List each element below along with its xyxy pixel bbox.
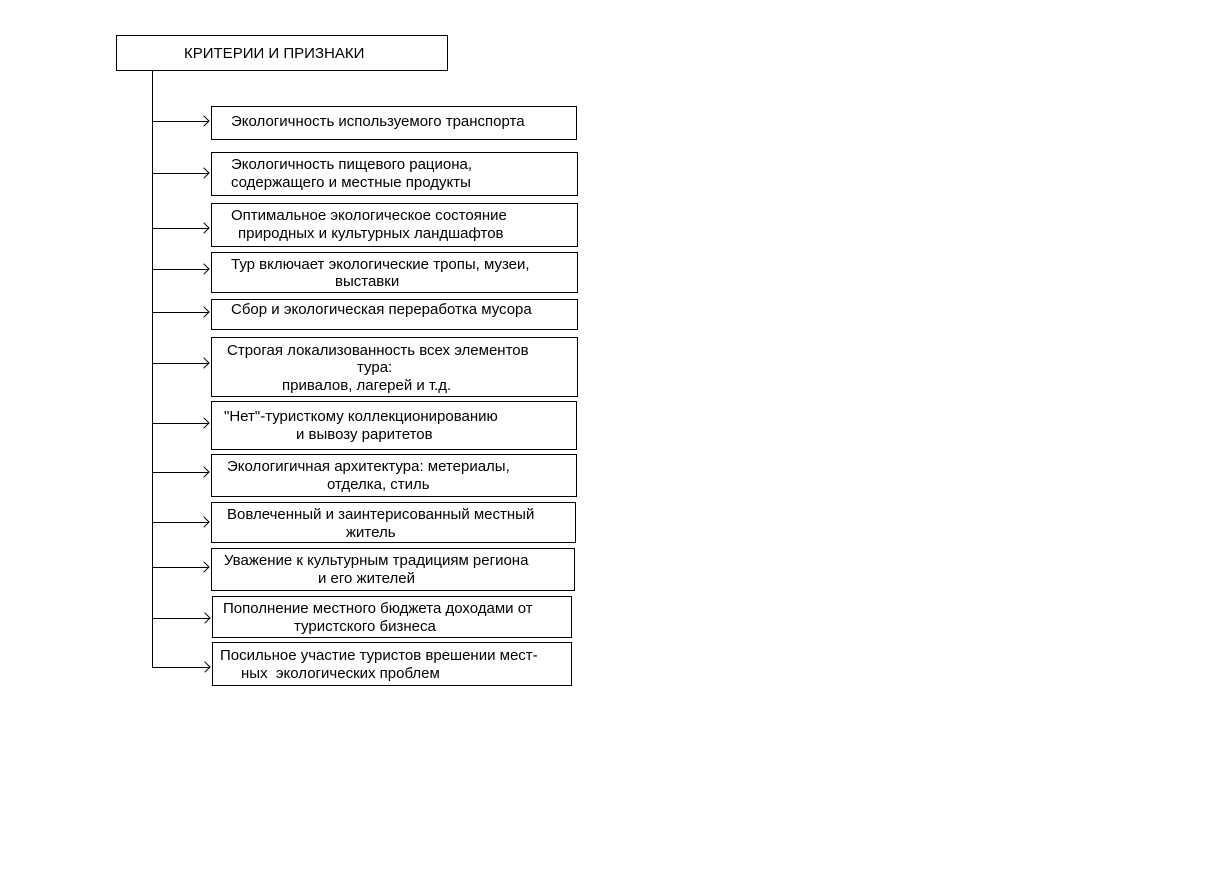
arrowhead-icon — [198, 115, 209, 126]
criterion-box — [211, 502, 576, 543]
arrowhead-icon — [199, 612, 210, 623]
criterion-line: отделка, стиль — [327, 476, 430, 493]
criterion-box — [211, 337, 578, 397]
criterion-line: Экологигичная архитектура: метериалы, — [227, 458, 510, 475]
arrowhead-icon — [199, 661, 210, 672]
arrowhead-icon — [198, 263, 209, 274]
criterion-line: Сбор и экологическая переработка мусора — [231, 301, 532, 318]
arrowhead-icon — [198, 561, 209, 572]
trunk-line — [152, 70, 153, 668]
criterion-line: содержащего и местные продукты — [231, 174, 471, 191]
criterion-line: и вывозу раритетов — [296, 426, 433, 443]
arrowhead-icon — [198, 357, 209, 368]
criterion-line: и его жителей — [318, 570, 415, 587]
criterion-line: Строгая локализованность всех элементов — [227, 342, 529, 359]
criterion-line: житель — [346, 524, 396, 541]
criterion-box — [211, 401, 577, 450]
arrowhead-icon — [198, 466, 209, 477]
criterion-line: "Нет"-туристкому коллекционированию — [224, 408, 498, 425]
arrowhead-icon — [198, 306, 209, 317]
criterion-line: тура: — [357, 359, 393, 376]
criterion-box — [212, 596, 572, 638]
criterion-box — [211, 252, 578, 293]
arrowhead-icon — [198, 417, 209, 428]
criterion-line: туристского бизнеса — [294, 618, 436, 635]
criterion-box — [211, 106, 577, 140]
criterion-line: Пополнение местного бюджета доходами от — [223, 600, 533, 617]
arrowhead-icon — [198, 167, 209, 178]
criterion-box — [211, 299, 578, 330]
criterion-line: выставки — [335, 273, 400, 290]
criterion-line: привалов, лагерей и т.д. — [282, 377, 452, 394]
criterion-box — [211, 152, 578, 196]
criterion-line: природных и культурных ландшафтов — [238, 225, 504, 242]
criterion-box — [211, 548, 575, 591]
criterion-line: Посильное участие туристов врешении мест- — [220, 647, 538, 664]
criterion-line: Уважение к культурным традициям региона — [224, 552, 529, 569]
arrowhead-icon — [198, 222, 209, 233]
criterion-line: Оптимальное экологическое состояние — [231, 207, 507, 224]
criterion-line: ных экологических проблем — [241, 665, 440, 682]
criterion-box — [212, 642, 572, 686]
arrowhead-icon — [198, 516, 209, 527]
criterion-box — [211, 454, 577, 497]
criterion-line: Экологичность пищевого рациона, — [231, 156, 473, 173]
criterion-line: Вовлеченный и заинтерисованный местный — [227, 506, 535, 523]
diagram-title: КРИТЕРИИ И ПРИЗНАКИ — [184, 45, 365, 62]
criterion-line: Экологичность используемого транспорта — [231, 113, 525, 130]
criterion-box — [211, 203, 578, 247]
criterion-line: Тур включает экологические тропы, музеи, — [231, 256, 530, 273]
title-box — [116, 35, 448, 71]
